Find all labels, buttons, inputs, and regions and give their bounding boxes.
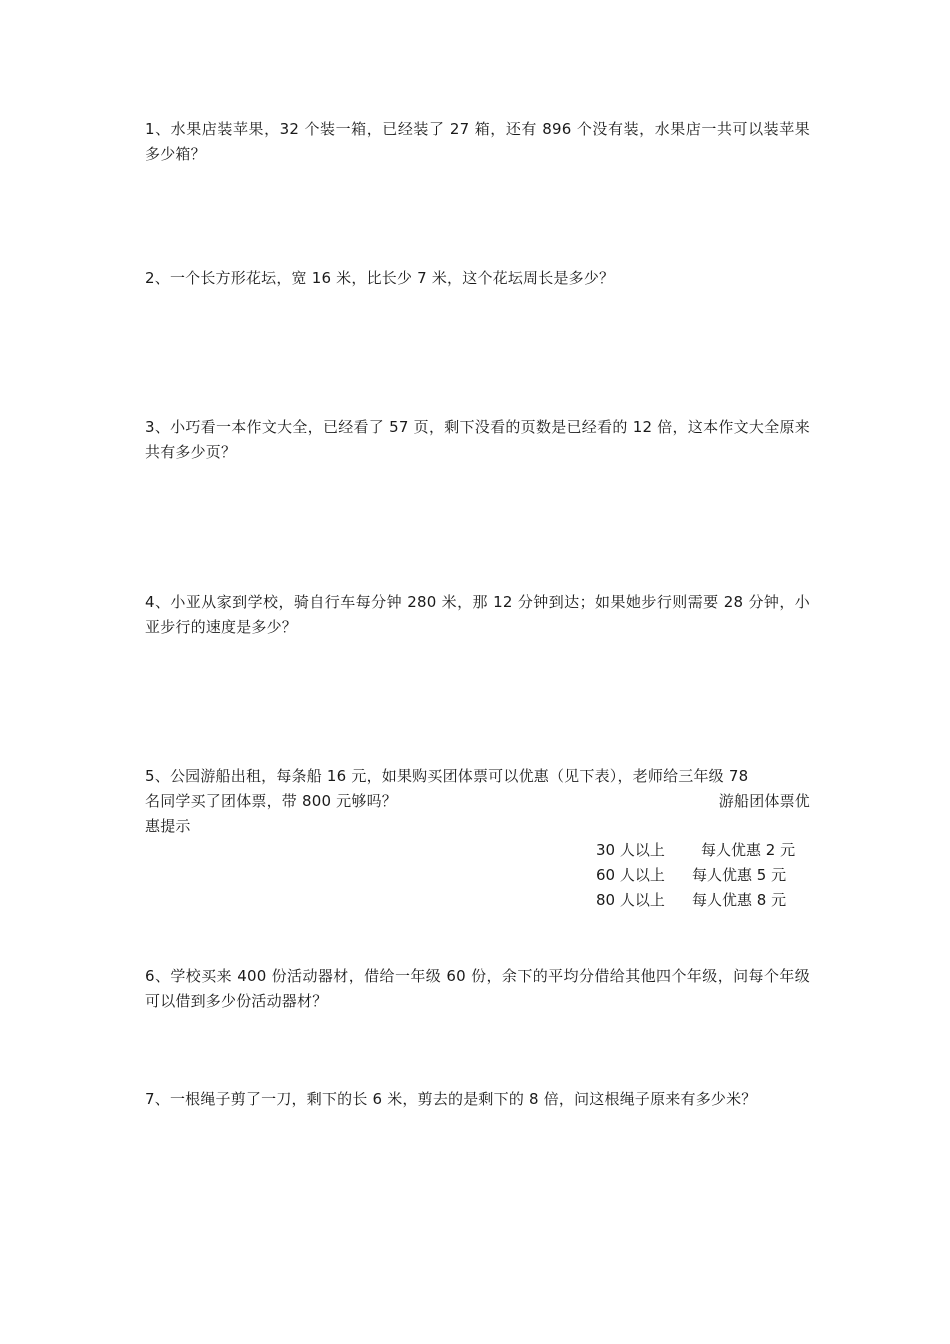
promotion-table <box>596 838 795 913</box>
promo-table-title-part-1: 游船团体票优 <box>718 792 810 810</box>
promo-table-title-part-2: 惠提示 <box>145 817 191 835</box>
question-5-line-2 <box>145 789 810 814</box>
question-5 <box>145 764 810 839</box>
question-4: 4、小亚从家到学校，骑自行车每分钟 280 米，那 12 分钟到达；如果她步行则需要 28 分钟，小亚步行的速度是多少？ <box>145 593 810 636</box>
promotion-condition: 80 人以上 <box>596 891 665 909</box>
question-2: 2、一个长方形花坛，宽 16 米，比长少 7 米，这个花坛周长是多少？ <box>145 269 615 287</box>
promotion-condition: 30 人以上 <box>596 841 665 859</box>
promotion-row <box>596 863 795 888</box>
promotion-condition: 60 人以上 <box>596 866 665 884</box>
promotion-discount: 每人优惠 5 元 <box>692 866 787 884</box>
promotion-row <box>596 888 795 913</box>
question-6: 6、学校买来 400 份活动器材，借给一年级 60 份，余下的平均分借给其他四个年级，问每个年级可以借到多少份活动器材？ <box>145 967 810 1010</box>
promotion-row <box>596 838 795 863</box>
question-5-line-2-text: 名同学买了团体票，带 800 元够吗？ <box>145 792 397 810</box>
question-5-line-1: 5、公园游船出租，每条船 16 元，如果购买团体票可以优惠（见下表），老师给三年级 78 <box>145 767 749 785</box>
question-1: 1、水果店装苹果，32 个装一箱，已经装了 27 箱，还有 896 个没有装，水果店一共可以装苹果多少箱？ <box>145 120 810 163</box>
promotion-discount: 每人优惠 8 元 <box>692 891 787 909</box>
question-3: 3、小巧看一本作文大全，已经看了 57 页，剩下没看的页数是已经看的 12 倍，这本作文大全原来共有多少页？ <box>145 418 810 461</box>
promotion-discount: 每人优惠 2 元 <box>701 841 796 859</box>
question-7: 7、一根绳子剪了一刀，剩下的长 6 米，剪去的是剩下的 8 倍，问这根绳子原来有多少米？ <box>145 1090 757 1108</box>
